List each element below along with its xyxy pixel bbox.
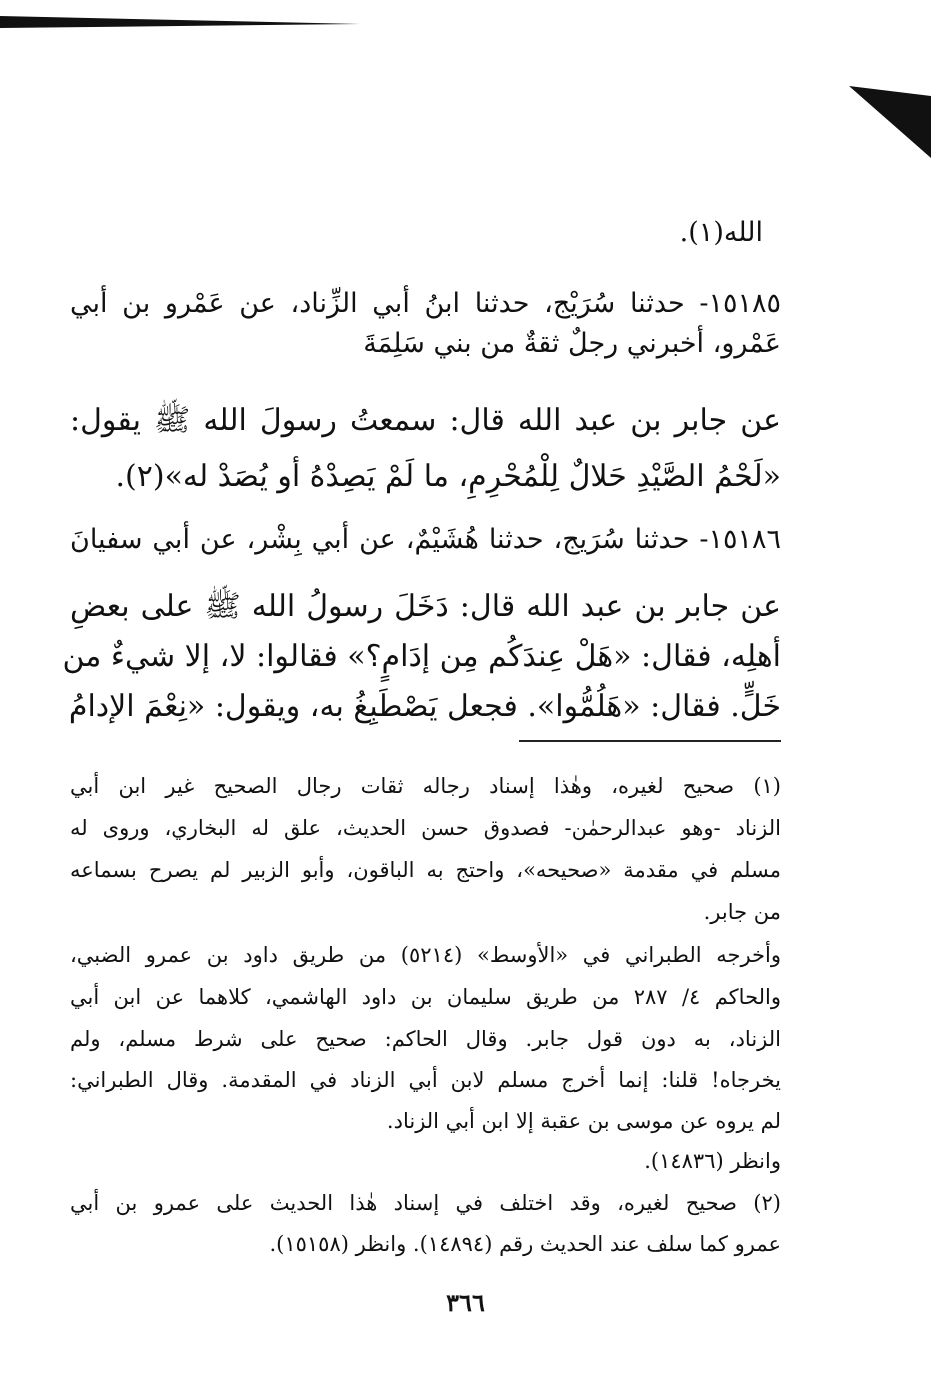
hadith-15185-isnad-line-2: عَمْرو، أخبرني رجلٌ ثقةٌ من بني سَلِمَةَ (363, 328, 781, 359)
footnote-line: الزناد -وهو عبدالرحمٰن- فصدوق حسن الحديث، علق له البخاري، وروى له (70, 816, 781, 840)
footnote-line: يخرجاه! قلنا: إنما أخرج مسلم لابن أبي الزناد في المقدمة. وقال الطبراني: (70, 1068, 781, 1092)
text-line-prev-end: الله(١). (679, 217, 763, 248)
footnote-line: مسلم في مقدمة «صحيحه»، واحتج به الباقون، وأبو الزبير لم يصرح بسماعه (70, 858, 781, 882)
footnote-line: الزناد، به دون قول جابر. وقال الحاكم: صحيح على شرط مسلم، ولم (70, 1027, 781, 1051)
hadith-15186-matn-line-2: أهلِه، فقال: «هَلْ عِندَكُم مِن إدَامٍ؟» فقالوا: لا، إلا شيءٌ من (62, 639, 781, 674)
hadith-15186-isnad-line: ١٥١٨٦- حدثنا سُرَيج، حدثنا هُشَيْمٌ، عن أبي بِشْر، عن أبي سفيانَ (70, 524, 781, 555)
hadith-15185-isnad-line-1: ١٥١٨٥- حدثنا سُرَيْج، حدثنا ابنُ أبي الزِّناد، عن عَمْرو بن أبي (70, 288, 781, 319)
top-edge-bar (0, 14, 360, 28)
footnote-line: وانظر (١٤٨٣٦). (644, 1149, 781, 1173)
corner-triangle-mark (849, 86, 931, 158)
footnote-line: (١) صحيح لغيره، وهٰذا إسناد رجاله ثقات رجال الصحيح غير ابن أبي (70, 774, 781, 798)
footnote-line: (٢) صحيح لغيره، وقد اختلف في إسناد هٰذا الحديث على عمرو بن أبي (70, 1191, 781, 1215)
footnote-line: وأخرجه الطبراني في «الأوسط» (٥٢١٤) من طريق داود بن عمرو الضبي، (70, 943, 782, 967)
hadith-15185-matn-line-2: «لَحْمُ الصَّيْدِ حَلالٌ لِلْمُحْرِمِ، ما لَمْ يَصِدْهُ أو يُصَدْ له»(٢). (115, 459, 781, 494)
hadith-15186-matn-line-1: عن جابر بن عبد الله قال: دَخَلَ رسولُ الله ﷺ على بعضِ (70, 589, 781, 624)
footnote-line: لم يروه عن موسى بن عقبة إلا ابن أبي الزناد. (386, 1109, 781, 1133)
page-number: ٣٦٦ (446, 1288, 485, 1317)
footnote-line: عمرو كما سلف عند الحديث رقم (١٤٨٩٤). وانظر (١٥١٥٨). (269, 1232, 781, 1256)
footnote-line: والحاكم ٤/ ٢٨٧ من طريق سليمان بن داود الهاشمي، كلاهما عن ابن أبي (70, 985, 781, 1009)
hadith-15186-matn-line-3: خَلٍّ. فقال: «هَلُمُّوا». فجعل يَصْطَبِغُ به، ويقول: «نِعْمَ الإدامُ (68, 689, 781, 724)
footnote-separator (519, 740, 781, 742)
hadith-15185-matn-line-1: عن جابر بن عبد الله قال: سمعتُ رسولَ الله ﷺ يقول: (70, 403, 781, 438)
footnote-line: من جابر. (703, 900, 781, 924)
